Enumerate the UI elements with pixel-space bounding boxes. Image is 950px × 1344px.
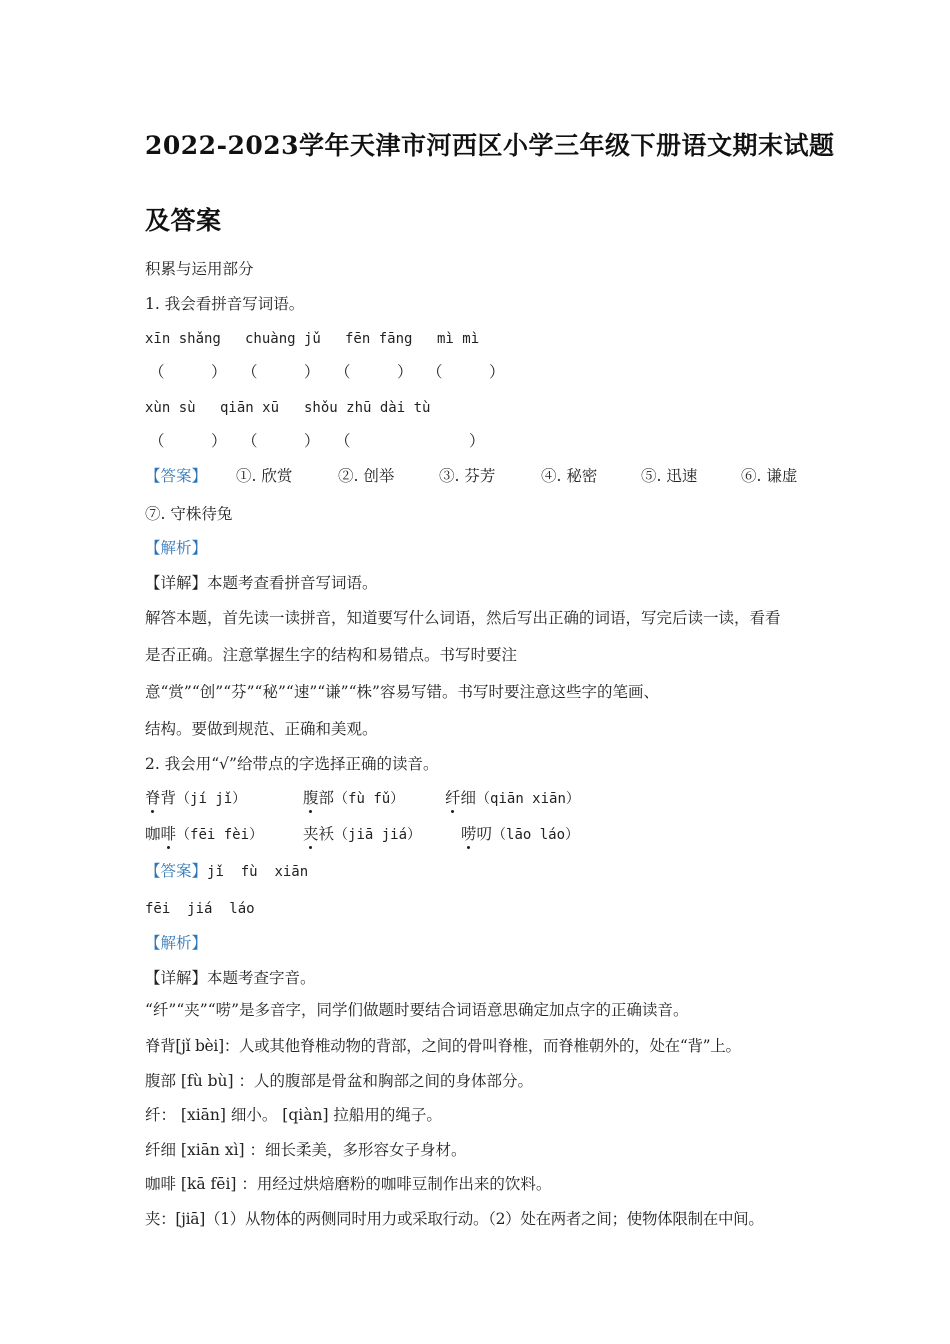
q1-explain-line: 意“赏”“创”“芬”“秘”“速”“谦”“株”容易写错。书写时要注意这些字的笔画、 — [145, 683, 659, 701]
pinyin-item: xùn sù — [145, 400, 196, 416]
detail-text: 本题考查字音。 — [207, 969, 316, 987]
answer-blank-open[interactable]: （ — [242, 432, 258, 450]
detail-tag: 【详解】 — [145, 574, 208, 592]
reading-options: （fù fǔ） — [334, 791, 405, 807]
q2-answer-row — [145, 861, 308, 882]
answer-blank-close: ） — [304, 363, 320, 381]
dotted-char: 腹 — [303, 789, 319, 807]
q2-item[interactable] — [145, 788, 246, 809]
answer-blank-close: ） — [304, 432, 320, 450]
q1-detail — [145, 573, 378, 593]
pinyin-item: shǒu zhū dài tù — [304, 400, 431, 416]
pinyin-item: mì mì — [437, 331, 480, 347]
doc-title-line2: 及答案 — [145, 206, 222, 235]
pinyin-item: fēn fāng — [345, 331, 413, 347]
pinyin-item: xīn shǎng — [145, 331, 221, 347]
detail-text: 本题考查看拼音写词语。 — [207, 574, 378, 592]
q2-options-row2 — [145, 824, 645, 846]
answer-blank-close: ） — [211, 432, 227, 450]
reading-options: （fēi fèi） — [176, 827, 264, 843]
analysis-tag: 【解析】 — [145, 934, 208, 952]
answer-blank-open[interactable]: （ — [149, 432, 165, 450]
q2-explain-line: 夹：[jiā]（1）从物体的两侧同时用力或采取行动。（2）处在两者之间；使物体限制在中间。 — [145, 1210, 764, 1228]
answer-blank-close: ） — [489, 363, 505, 381]
q1-explain-line: 是否正确。注意掌握生字的结构和易错点。书写时要注 — [145, 646, 518, 664]
pinyin-item: chuàng jǔ — [245, 331, 321, 347]
reading-options: （lāo láo） — [492, 827, 580, 843]
q2-options-row1 — [145, 788, 645, 810]
q1-answer-blanks-row1 — [145, 362, 545, 382]
reading-options: （qiān xiān） — [476, 791, 580, 807]
answer-text: jǐ fù xiān — [207, 864, 309, 880]
q2-explain-line: 脊背[jǐ bèi]：人或其他脊椎动物的背部，之间的骨叫脊椎，而脊椎朝外的，处在“背”上。 — [145, 1037, 741, 1055]
answer-item: ⑦. 守株待兔 — [145, 505, 233, 523]
char: 袄 — [318, 825, 335, 843]
reading-options: （jiā jiá） — [334, 827, 422, 843]
char: 背 — [160, 789, 177, 807]
answer-item: ①. 欣赏 — [236, 467, 293, 485]
q1-pinyin-row1 — [145, 329, 565, 349]
q1-prompt: 1. 我会看拼音写词语。 — [145, 295, 305, 313]
answer-blank-open[interactable]: （ — [242, 363, 258, 381]
q1-explain-line: 结构。要做到规范、正确和美观。 — [145, 720, 378, 738]
dotted-char: 纤 — [445, 789, 461, 807]
answer-item: ④. 秘密 — [541, 467, 598, 485]
q2-detail — [145, 968, 316, 988]
char: 细 — [460, 789, 477, 807]
char: 咖 — [145, 825, 161, 843]
answer-blank-close: ） — [211, 363, 227, 381]
q2-item[interactable] — [445, 788, 580, 809]
answer-item: ②. 创举 — [338, 467, 395, 485]
answer-item: ⑤. 迅速 — [641, 467, 698, 485]
q2-explain-line: “纤”“夹”“唠”是多音字，同学们做题时要结合词语意思确定加点字的正确读音。 — [145, 1001, 689, 1019]
answer-blank-open[interactable]: （ — [149, 363, 165, 381]
answer-blank-open[interactable]: （ — [335, 432, 351, 450]
answer-blank-open[interactable]: （ — [335, 363, 351, 381]
answer-tag: 【答案】 — [145, 467, 208, 485]
answer-text-line2: fēi jiá láo — [145, 901, 255, 917]
dotted-char: 啡 — [160, 825, 177, 843]
analysis-tag: 【解析】 — [145, 539, 208, 557]
char: 叨 — [476, 825, 493, 843]
reading-options: （jí jǐ） — [176, 791, 247, 807]
section-heading: 积累与运用部分 — [145, 260, 254, 278]
dotted-char: 夹 — [303, 825, 319, 843]
char: 部 — [318, 789, 335, 807]
q1-explain-line: 解答本题，首先读一读拼音，知道要写什么词语，然后写出正确的词语，写完后读一读，看看 — [145, 609, 781, 627]
q2-explain-line: 腹部 [fù bù] ：人的腹部是骨盆和胸部之间的身体部分。 — [145, 1072, 534, 1090]
q1-answer-row — [145, 466, 815, 486]
answer-item: ③. 芬芳 — [439, 467, 496, 485]
answer-blank-close: ） — [397, 363, 413, 381]
q2-explain-line: 纤： [xiān] 细小。 [qiàn] 拉船用的绳子。 — [145, 1106, 442, 1124]
q2-explain-line: 纤细 [xiān xì] ：细长柔美，多形容女子身材。 — [145, 1141, 467, 1159]
answer-blank-close: ） — [469, 432, 485, 450]
q2-item[interactable] — [461, 824, 579, 845]
q1-pinyin-row2 — [145, 398, 565, 418]
dotted-char: 脊 — [145, 789, 161, 807]
pinyin-item: qiān xū — [220, 400, 280, 416]
dotted-char: 唠 — [461, 825, 477, 843]
q2-item[interactable] — [303, 824, 421, 845]
q2-explain-line: 咖啡 [kā fēi] ：用经过烘焙磨粉的咖啡豆制作出来的饮料。 — [145, 1175, 552, 1193]
answer-item: ⑥. 谦虚 — [741, 467, 798, 485]
q2-item[interactable] — [303, 788, 404, 809]
answer-blank-open[interactable]: （ — [427, 363, 443, 381]
doc-title-line1: 2022-2023学年天津市河西区小学三年级下册语文期末试题 — [145, 131, 835, 160]
q2-prompt: 2. 我会用“√”给带点的字选择正确的读音。 — [145, 755, 439, 773]
answer-tag: 【答案】 — [145, 862, 208, 880]
q2-item[interactable] — [145, 824, 263, 845]
q1-answer-blanks-row2 — [145, 431, 545, 451]
detail-tag: 【详解】 — [145, 969, 208, 987]
